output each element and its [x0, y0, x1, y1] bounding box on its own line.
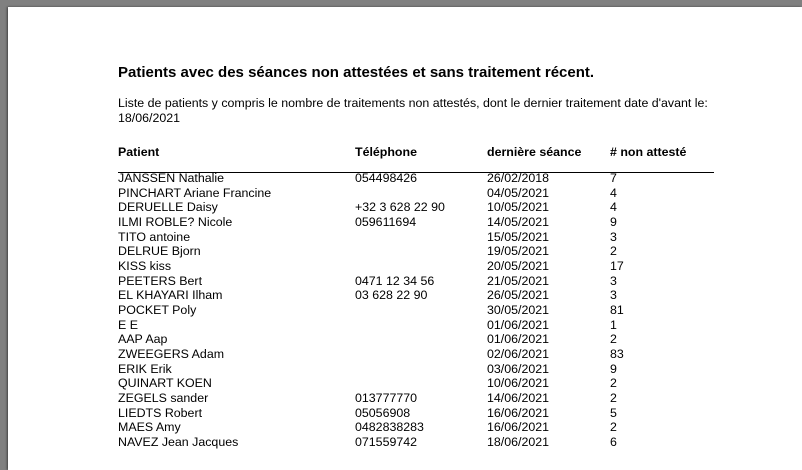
count-cell: 4 [610, 200, 617, 215]
last-session-cell: 21/05/2021 [487, 273, 550, 288]
last-session-cell: 30/05/2021 [487, 302, 550, 317]
patient-name-cell: E E [118, 317, 138, 332]
last-session-cell: 01/06/2021 [487, 317, 550, 332]
count-cell: 7 [610, 171, 617, 185]
patient-name-cell: LIEDTS Robert [118, 405, 203, 420]
patient-name-cell: ILMI ROBLE? Nicole [118, 214, 233, 229]
last-session-cell: 15/05/2021 [487, 229, 550, 244]
table-row [118, 230, 714, 245]
count-cell: 81 [610, 302, 624, 317]
count-cell: 4 [610, 185, 617, 200]
last-session-cell: 20/05/2021 [487, 258, 550, 273]
patient-name-cell: DELRUE Bjorn [118, 244, 201, 259]
table-row [118, 406, 714, 421]
table-row [118, 288, 714, 303]
count-cell: 9 [610, 361, 617, 376]
patient-name-cell: ERIK Erik [118, 361, 172, 376]
table-row [118, 186, 714, 201]
report-description: Liste de patients y compris le nombre de traitements non attestés, dont le dernier traitement date d'avant le: 18/06/2021 [118, 96, 708, 125]
last-session-cell: 26/05/2021 [487, 288, 550, 303]
patient-name-cell: QUINART KOEN [118, 376, 212, 391]
last-session-cell: 16/06/2021 [487, 420, 550, 435]
last-session-cell: 04/05/2021 [487, 185, 550, 200]
patient-name-cell: NAVEZ Jean Jacques [118, 434, 239, 449]
patient-name-cell: KISS kiss [118, 258, 172, 273]
count-cell: 2 [610, 332, 617, 347]
patient-name-cell: POCKET Poly [118, 302, 197, 317]
patient-name-cell: PEETERS Bert [118, 273, 203, 288]
last-session-cell: 14/06/2021 [487, 390, 550, 405]
table-row [118, 274, 714, 289]
patient-name-cell: ZEGELS sander [118, 390, 209, 405]
count-cell: 9 [610, 214, 617, 229]
count-cell: 17 [610, 258, 624, 273]
table-row [118, 171, 714, 186]
count-cell: 2 [610, 244, 617, 259]
count-cell: 2 [610, 376, 617, 391]
patient-name-cell: MAES Amy [118, 420, 181, 435]
patient-table-body [118, 171, 714, 449]
count-cell: 3 [610, 288, 617, 303]
patient-name-cell: AAP Aap [118, 332, 168, 347]
count-cell: 3 [610, 229, 617, 244]
last-session-cell: 26/02/2018 [487, 171, 550, 185]
patient-name-cell: EL KHAYARI Ilham [118, 288, 223, 303]
count-cell: 6 [610, 434, 617, 449]
phone-cell: +32 3 628 22 90 [355, 200, 445, 215]
last-session-cell: 10/06/2021 [487, 376, 550, 391]
phone-cell: 0482838283 [355, 420, 424, 435]
last-session-cell: 10/05/2021 [487, 200, 550, 215]
report-page [8, 7, 802, 470]
phone-cell: 05056908 [355, 405, 411, 420]
table-row [118, 435, 714, 450]
patient-name-cell: DERUELLE Daisy [118, 200, 218, 215]
phone-cell: 03 628 22 90 [355, 288, 428, 303]
last-session-cell: 19/05/2021 [487, 244, 550, 259]
phone-cell: 013777770 [355, 390, 418, 405]
count-cell: 5 [610, 405, 617, 420]
last-session-cell: 02/06/2021 [487, 346, 550, 361]
table-header [118, 145, 714, 173]
phone-cell: 054498426 [355, 171, 418, 185]
last-session-cell: 01/06/2021 [487, 332, 550, 347]
table-row [118, 362, 714, 377]
patient-name-cell: PINCHART Ariane Francine [118, 185, 272, 200]
header-count: # non attesté [610, 145, 687, 159]
count-cell: 2 [610, 420, 617, 435]
table-row [118, 318, 714, 333]
table-row [118, 200, 714, 215]
table-row [118, 332, 714, 347]
table-row [118, 376, 714, 391]
last-session-cell: 14/05/2021 [487, 214, 550, 229]
table-row [118, 420, 714, 435]
table-row [118, 391, 714, 406]
count-cell: 83 [610, 346, 624, 361]
last-session-cell: 16/06/2021 [487, 405, 550, 420]
last-session-cell: 03/06/2021 [487, 361, 550, 376]
header-last-session: dernière séance [487, 145, 582, 159]
phone-cell: 059611694 [355, 214, 417, 229]
table-row [118, 244, 714, 259]
table-row [118, 259, 714, 274]
table-row [118, 347, 714, 362]
count-cell: 1 [610, 317, 617, 332]
count-cell: 3 [610, 273, 617, 288]
table-row [118, 215, 714, 230]
count-cell: 2 [610, 390, 617, 405]
patient-name-cell: TITO antoine [118, 229, 191, 244]
patient-name-cell: ZWEEGERS Adam [118, 346, 225, 361]
phone-cell: 0471 12 34 56 [355, 273, 435, 288]
patient-name-cell: JANSSEN Nathalie [118, 171, 225, 185]
header-patient: Patient [118, 145, 160, 159]
table-row [118, 303, 714, 318]
header-phone: Téléphone [355, 145, 417, 159]
report-title: Patients avec des séances non attestées et sans traitement récent. [118, 64, 595, 81]
phone-cell: 071559742 [355, 434, 418, 449]
last-session-cell: 18/06/2021 [487, 434, 550, 449]
